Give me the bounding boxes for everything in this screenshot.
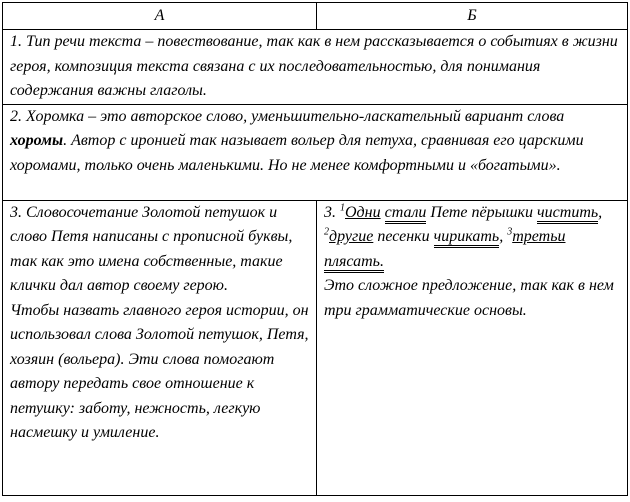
table-row: [3, 30, 628, 105]
predicate-1b: чистить: [537, 204, 598, 224]
answer-1-cell: 1. Тип речи текста – повествование, так как в нем рассказывается о событиях в жизни героя, композиция текста связана с их последовательностью, для понимания содержания важны глаголы.: [3, 30, 628, 105]
clause-2-marker: 2: [324, 226, 329, 238]
table-row: [3, 104, 628, 200]
answer-2-text-start: 2. Хоромка – это авторское слово, уменьшительно-ласкательный вариант слова: [10, 107, 565, 125]
answer-3b-explanation: Это сложное предложение, так как в нем три грамматические основы.: [324, 277, 614, 319]
sentence-text: Пете пёрышки: [426, 203, 538, 221]
answer-3b-sentence: [324, 201, 621, 275]
sentence-text: ,: [499, 228, 508, 245]
clause-3-marker: 3: [507, 226, 513, 238]
answer-2-bold-word: хоромы: [10, 132, 64, 149]
answer-3b-cell: [317, 200, 628, 495]
answer-2-cell: [3, 104, 628, 200]
column-header-b: Б: [317, 3, 628, 30]
column-header-a: А: [3, 3, 317, 30]
answer-2-text-end: . Автор с иронией так называет вольер для петуха, сравнивая его царскими хоромами, только очень маленькими. Но не менее комфортными и «богатыми».: [10, 132, 584, 174]
answer-3a-paragraph-2: Чтобы назвать главного героя истории, он использовал слова Золотой петушок, Петя, хозяин (вольера). Эти слова помогают автору передать свое отношение к петушку: заботу, нежность, легкую насмешку и умиление.: [10, 301, 309, 441]
answer-3b-number: 3.: [324, 203, 340, 221]
predicate-2: чирикать: [434, 228, 500, 248]
subject-1: Одни: [345, 203, 381, 221]
clause-1-marker: 1: [340, 202, 345, 214]
predicate-1a: стали: [385, 204, 427, 224]
header-row: [3, 3, 628, 30]
answer-3a-paragraph-1: 3. Словосочетание Золотой петушок и слово Петя написаны с прописной буквы, так как это имена собственные, такие клички дал автор своему герою.: [10, 203, 293, 294]
answer-table-container: [2, 2, 628, 496]
table-row: [3, 200, 628, 495]
answer-table: [2, 2, 628, 496]
predicate-3: плясать.: [324, 253, 384, 273]
subject-2: другие: [329, 228, 374, 245]
subject-3: третьи: [512, 228, 566, 245]
sentence-text: песенки: [373, 228, 434, 245]
sentence-text: ,: [598, 203, 603, 221]
answer-3a-cell: [3, 200, 317, 495]
